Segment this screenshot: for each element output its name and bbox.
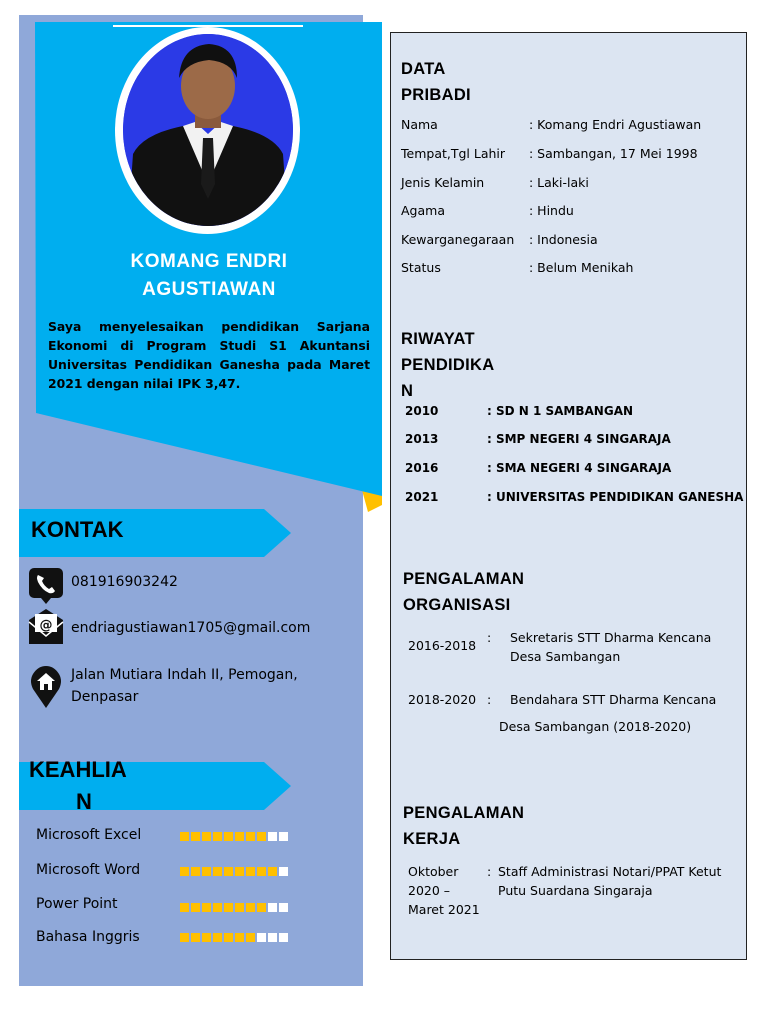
personal-section-title xyxy=(401,56,471,108)
skill-dot-filled xyxy=(268,867,277,876)
organization-role xyxy=(510,628,711,666)
skill-dot-empty xyxy=(279,867,288,876)
skill-dot-filled xyxy=(224,933,233,942)
work-period-line-3: Maret 2021 xyxy=(408,902,480,917)
location-home-icon xyxy=(29,665,63,709)
email-icon xyxy=(27,608,65,646)
work-period-line-2: 2020 – xyxy=(408,883,451,898)
skill-dot-empty xyxy=(268,903,277,912)
skill-dot-empty xyxy=(279,832,288,841)
skill-dot-filled xyxy=(213,867,222,876)
personal-value: : Laki-laki xyxy=(529,175,589,190)
email-address[interactable]: endriagustiawan1705@gmail.com xyxy=(71,620,311,636)
personal-value: : Belum Menikah xyxy=(529,260,634,275)
skill-name: Microsoft Excel xyxy=(36,827,142,843)
organization-role-line-2: Desa Sambangan xyxy=(510,649,621,664)
skill-dot-filled xyxy=(180,832,189,841)
education-school: : SMP NEGERI 4 SINGARAJA xyxy=(487,432,671,446)
education-year: 2021 xyxy=(405,490,439,504)
personal-title-line-2: PRIBADI xyxy=(401,86,471,104)
skill-dot-filled xyxy=(257,903,266,912)
education-title-line-3: N xyxy=(401,382,414,400)
education-year: 2016 xyxy=(405,461,439,475)
skill-dot-filled xyxy=(191,903,200,912)
skill-dot-filled xyxy=(257,867,266,876)
education-school: : UNIVERSITAS PENDIDIKAN GANESHA xyxy=(487,490,744,504)
work-title-line-1: PENGALAMAN xyxy=(403,804,525,822)
personal-label: Tempat,Tgl Lahir xyxy=(401,146,506,161)
organization-title-line-1: PENGALAMAN xyxy=(403,570,525,588)
address-line-1: Jalan Mutiara Indah II, Pemogan, xyxy=(71,667,298,683)
skill-dot-filled xyxy=(213,903,222,912)
contact-section-title: KONTAK xyxy=(31,517,124,542)
education-year: 2013 xyxy=(405,432,439,446)
skills-section-title-line-1: KEAHLIA xyxy=(29,757,127,782)
work-role xyxy=(498,862,721,900)
work-colon: : xyxy=(487,864,492,879)
skill-dot-filled xyxy=(235,903,244,912)
work-title-line-2: KERJA xyxy=(403,830,461,848)
education-title-line-1: RIWAYAT xyxy=(401,330,475,348)
skill-dot-filled xyxy=(202,867,211,876)
education-school: : SMA NEGERI 4 SINGARAJA xyxy=(487,461,672,475)
work-period-line-1: Oktober xyxy=(408,864,459,879)
skill-dot-filled xyxy=(257,832,266,841)
personal-label: Agama xyxy=(401,203,445,218)
profile-summary: Saya menyelesaikan pendidikan Sarjana Ekonomi di Program Studi S1 Akuntansi Universitas Pendidikan Ganesha pada Maret 2021 dengan nilai IPK 3,47. xyxy=(48,319,370,391)
organization-role-line-2: Desa Sambangan (2018-2020) xyxy=(499,719,692,734)
skill-name: Microsoft Word xyxy=(36,862,141,878)
skill-level-bar xyxy=(180,903,288,912)
skill-dot-filled xyxy=(213,933,222,942)
skill-dot-empty xyxy=(279,903,288,912)
organization-period: 2018-2020 xyxy=(408,692,477,707)
skill-dot-filled xyxy=(246,903,255,912)
skill-level-bar xyxy=(180,933,288,942)
skill-dot-filled xyxy=(213,832,222,841)
personal-value: : Komang Endri Agustiawan xyxy=(529,117,702,132)
organization-title-line-2: ORGANISASI xyxy=(403,596,511,614)
skill-name: Bahasa Inggris xyxy=(36,929,140,945)
organization-role-line-1: Sekretaris STT Dharma Kencana xyxy=(510,630,712,645)
skill-dot-filled xyxy=(191,933,200,942)
skill-dot-filled xyxy=(224,903,233,912)
personal-label: Kewarganegaraan xyxy=(401,232,515,247)
skill-dot-empty xyxy=(268,933,277,942)
skill-dot-filled xyxy=(180,867,189,876)
personal-value: : Indonesia xyxy=(529,232,598,247)
skill-dot-empty xyxy=(279,933,288,942)
skill-level-bar xyxy=(180,867,288,876)
address xyxy=(71,664,341,708)
education-school: : SD N 1 SAMBANGAN xyxy=(487,404,634,418)
personal-label: Status xyxy=(401,260,441,275)
skill-level-bar xyxy=(180,832,288,841)
organization-role-line-1: Bendahara STT Dharma Kencana xyxy=(510,692,717,707)
name-line-1: KOMANG ENDRI xyxy=(130,251,288,272)
skill-dot-filled xyxy=(191,832,200,841)
personal-label: Jenis Kelamin xyxy=(401,175,485,190)
organization-colon: : xyxy=(487,692,492,707)
work-section-title xyxy=(403,800,524,852)
skill-dot-filled xyxy=(246,832,255,841)
skill-dot-filled xyxy=(202,903,211,912)
phone-icon xyxy=(27,566,65,604)
skill-dot-filled xyxy=(224,832,233,841)
skill-dot-filled xyxy=(202,832,211,841)
skill-dot-filled xyxy=(224,867,233,876)
organization-colon: : xyxy=(487,630,492,645)
personal-title-line-1: DATA xyxy=(401,60,446,78)
skill-dot-filled xyxy=(246,867,255,876)
education-year: 2010 xyxy=(405,404,439,418)
skill-dot-filled xyxy=(180,903,189,912)
personal-value: : Hindu xyxy=(529,203,574,218)
skill-dot-filled xyxy=(180,933,189,942)
skill-name: Power Point xyxy=(36,896,118,912)
work-period xyxy=(408,862,480,919)
education-title-line-2: PENDIDIKA xyxy=(401,356,495,374)
personal-value: : Sambangan, 17 Mei 1998 xyxy=(529,146,698,161)
skill-dot-filled xyxy=(202,933,211,942)
address-line-2: Denpasar xyxy=(71,689,139,705)
work-role-line-1: Staff Administrasi Notari/PPAT Ketut xyxy=(498,864,722,879)
skill-dot-filled xyxy=(235,867,244,876)
organization-section-title xyxy=(403,566,524,618)
profile-photo xyxy=(123,34,293,226)
skill-dot-filled xyxy=(246,933,255,942)
skill-dot-filled xyxy=(191,867,200,876)
name-line-2: AGUSTIAWAN xyxy=(142,279,276,300)
organization-period: 2016-2018 xyxy=(408,638,477,653)
skills-section-title-line-2: N xyxy=(76,789,92,814)
phone-number[interactable]: 081916903242 xyxy=(71,574,178,590)
personal-label: Nama xyxy=(401,117,438,132)
education-section-title xyxy=(401,326,494,404)
skill-dot-empty xyxy=(257,933,266,942)
skill-dot-empty xyxy=(268,832,277,841)
skill-dot-filled xyxy=(235,832,244,841)
skill-dot-filled xyxy=(235,933,244,942)
svg-text:@: @ xyxy=(39,618,53,633)
work-role-line-2: Putu Suardana Singaraja xyxy=(498,883,653,898)
